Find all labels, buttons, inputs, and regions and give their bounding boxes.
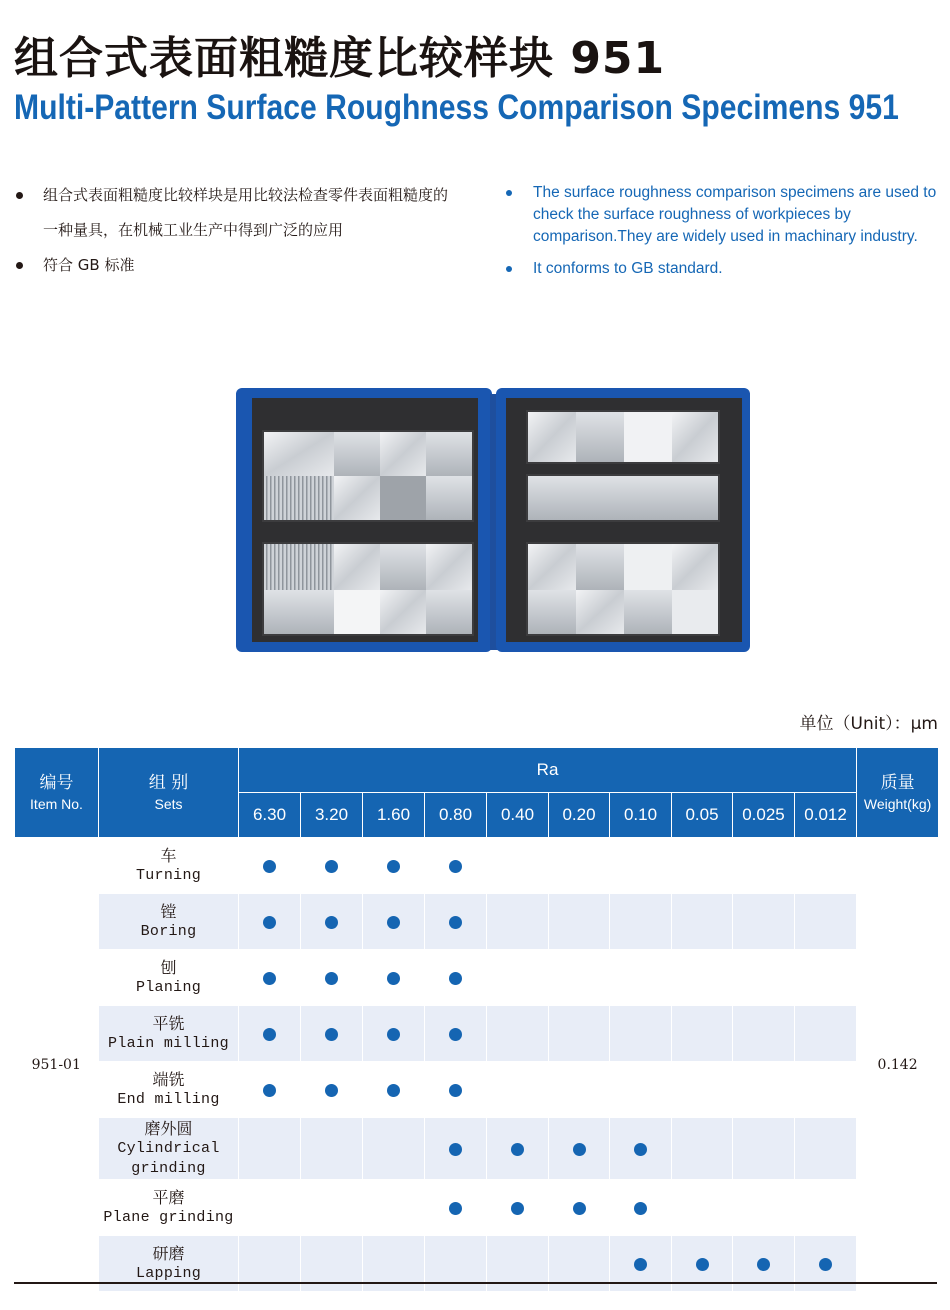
ra-cell (487, 1006, 549, 1062)
ra-cell (733, 894, 795, 950)
applicable-dot-icon (449, 972, 462, 985)
ra-cell (487, 950, 549, 1006)
header-weight (857, 748, 939, 838)
ra-cell (610, 838, 672, 894)
ra-cell (487, 838, 549, 894)
specimen-plate-right-top (526, 410, 720, 464)
specimen-plate-left-top (262, 430, 474, 522)
set-name-cn: 平磨 (152, 1188, 185, 1207)
ra-cell (487, 894, 549, 950)
set-name-cn: 平铣 (152, 1014, 185, 1033)
bottom-rule (14, 1282, 937, 1284)
set-name-cn: 磨外圆 (144, 1119, 193, 1138)
ra-cell (795, 838, 857, 894)
table-row (15, 950, 939, 1006)
ra-cell (549, 1118, 610, 1180)
header-item-no-en: Item No. (30, 795, 83, 812)
ra-cell (610, 894, 672, 950)
ra-cell (363, 950, 425, 1006)
ra-cell (239, 838, 301, 894)
ra-cell (487, 1118, 549, 1180)
applicable-dot-icon (449, 1028, 462, 1041)
applicable-dot-icon (387, 972, 400, 985)
ra-cell (733, 1180, 795, 1236)
set-name-cell (99, 1118, 239, 1180)
specimen-plate-left-bottom (262, 542, 474, 636)
ra-cell (549, 1006, 610, 1062)
set-name-cn: 镗 (160, 902, 177, 921)
applicable-dot-icon (449, 1084, 462, 1097)
applicable-dot-icon (387, 1028, 400, 1041)
ra-cell (363, 1062, 425, 1118)
applicable-dot-icon (325, 860, 338, 873)
table-row (15, 894, 939, 950)
ra-value-header: 1.60 (363, 793, 425, 838)
applicable-dot-icon (387, 916, 400, 929)
ra-cell (672, 1006, 733, 1062)
table-row (15, 838, 939, 894)
ra-cell (239, 1006, 301, 1062)
set-name-en: End milling (117, 1091, 220, 1108)
set-name-en: Cylindrical grinding (117, 1140, 220, 1177)
ra-cell (301, 838, 363, 894)
features-en (505, 182, 942, 290)
feature-cn-standard: 符合 GB 标准 (16, 248, 456, 283)
ra-cell (425, 1062, 487, 1118)
set-name-cell (99, 1180, 239, 1236)
applicable-dot-icon (325, 916, 338, 929)
product-photo (234, 386, 752, 654)
ra-cell (795, 1180, 857, 1236)
unit-label: 单位（Unit）：μm (799, 714, 938, 734)
ra-cell (363, 1006, 425, 1062)
ra-cell (301, 894, 363, 950)
item-number-cell: 951-01 (15, 838, 99, 1292)
ra-cell (363, 894, 425, 950)
ra-cell (672, 838, 733, 894)
ra-cell (363, 1180, 425, 1236)
feature-cn-usage: 组合式表面粗糙度比较样块是用比较法检查零件表面粗糙度的一种量具，在机械工业生产中得到广泛的应用 (16, 178, 456, 248)
ra-cell (425, 1118, 487, 1180)
ra-value-header: 0.05 (672, 793, 733, 838)
applicable-dot-icon (573, 1143, 586, 1156)
ra-cell (672, 1180, 733, 1236)
header-weight-cn: 质量 (880, 772, 915, 793)
applicable-dot-icon (511, 1202, 524, 1215)
ra-cell (672, 1062, 733, 1118)
set-name-en: Lapping (135, 1265, 202, 1282)
ra-value-header: 6.30 (239, 793, 301, 838)
table-row (15, 1180, 939, 1236)
ra-cell (672, 950, 733, 1006)
set-name-en: Plane grinding (103, 1209, 234, 1226)
ra-cell (239, 1062, 301, 1118)
header-weight-en: Weight(kg) (863, 795, 932, 812)
applicable-dot-icon (511, 1143, 524, 1156)
ra-cell (239, 1118, 301, 1180)
applicable-dot-icon (263, 860, 276, 873)
applicable-dot-icon (387, 1084, 400, 1097)
header-item-no-cn: 编号 (39, 772, 74, 793)
set-name-cn: 端铣 (152, 1070, 185, 1089)
ra-cell (610, 950, 672, 1006)
table-row (15, 1062, 939, 1118)
ra-cell (672, 894, 733, 950)
ra-cell (301, 1118, 363, 1180)
set-name-en: Plain milling (108, 1035, 229, 1052)
set-name-en: Turning (135, 867, 202, 884)
ra-cell (425, 950, 487, 1006)
ra-cell (487, 1180, 549, 1236)
ra-value-header: 0.10 (610, 793, 672, 838)
ra-cell (239, 894, 301, 950)
set-name-cn: 车 (160, 846, 177, 865)
table-row (15, 1118, 939, 1180)
specimen-plate-right-middle (526, 474, 720, 522)
set-name-cell (99, 950, 239, 1006)
ra-cell (301, 1180, 363, 1236)
ra-value-header: 0.20 (549, 793, 610, 838)
ra-cell (672, 1118, 733, 1180)
header-ra: Ra (239, 748, 857, 793)
table-row (15, 1006, 939, 1062)
applicable-dot-icon (263, 916, 276, 929)
ra-cell (733, 1118, 795, 1180)
ra-cell (301, 1006, 363, 1062)
features-cn (16, 178, 456, 283)
header-item-no (15, 748, 99, 838)
header-sets-en: Sets (154, 795, 183, 812)
spec-table-body (15, 838, 939, 1292)
applicable-dot-icon (449, 860, 462, 873)
applicable-dot-icon (757, 1258, 770, 1271)
spec-table (14, 747, 939, 1292)
ra-cell (549, 838, 610, 894)
ra-cell (487, 1062, 549, 1118)
ra-cell (239, 1180, 301, 1236)
ra-cell (610, 1062, 672, 1118)
page-title-cn: 组合式表面粗糙度比较样块 951 (14, 33, 666, 84)
ra-cell (733, 838, 795, 894)
applicable-dot-icon (325, 1028, 338, 1041)
ra-cell (549, 950, 610, 1006)
ra-value-header: 0.025 (733, 793, 795, 838)
applicable-dot-icon (263, 1028, 276, 1041)
set-name-cell (99, 838, 239, 894)
header-sets (99, 748, 239, 838)
ra-cell (795, 1006, 857, 1062)
ra-cell (733, 950, 795, 1006)
set-name-en: Planing (135, 979, 202, 996)
ra-value-header: 0.40 (487, 793, 549, 838)
set-name-cn: 刨 (160, 958, 177, 977)
applicable-dot-icon (449, 1202, 462, 1215)
ra-cell (425, 1180, 487, 1236)
ra-cell (239, 950, 301, 1006)
set-name-cn: 研磨 (152, 1244, 185, 1263)
applicable-dot-icon (263, 1084, 276, 1097)
set-name-cell (99, 894, 239, 950)
set-name-cell (99, 1062, 239, 1118)
applicable-dot-icon (263, 972, 276, 985)
applicable-dot-icon (634, 1143, 647, 1156)
ra-cell (549, 1062, 610, 1118)
ra-cell (549, 1180, 610, 1236)
ra-cell (363, 838, 425, 894)
ra-cell (733, 1006, 795, 1062)
ra-cell (795, 1118, 857, 1180)
applicable-dot-icon (387, 860, 400, 873)
feature-en-standard: It conforms to GB standard. (505, 258, 942, 280)
applicable-dot-icon (325, 1084, 338, 1097)
ra-value-header: 3.20 (301, 793, 363, 838)
ra-cell (610, 1180, 672, 1236)
ra-cell (733, 1062, 795, 1118)
ra-cell (301, 1062, 363, 1118)
ra-cell (425, 1006, 487, 1062)
header-sets-cn: 组 别 (148, 772, 189, 793)
specimen-plate-right-bottom (526, 542, 720, 636)
ra-cell (301, 950, 363, 1006)
applicable-dot-icon (634, 1202, 647, 1215)
ra-cell (795, 894, 857, 950)
ra-cell (425, 894, 487, 950)
applicable-dot-icon (573, 1202, 586, 1215)
applicable-dot-icon (449, 1143, 462, 1156)
ra-cell (610, 1118, 672, 1180)
ra-cell (549, 894, 610, 950)
ra-cell (425, 838, 487, 894)
applicable-dot-icon (819, 1258, 832, 1271)
ra-cell (795, 950, 857, 1006)
ra-cell (610, 1006, 672, 1062)
weight-cell: 0.142 (857, 838, 939, 1292)
set-name-en: Boring (140, 923, 197, 940)
ra-value-header: 0.012 (795, 793, 857, 838)
set-name-cell (99, 1006, 239, 1062)
applicable-dot-icon (634, 1258, 647, 1271)
ra-value-header: 0.80 (425, 793, 487, 838)
ra-cell (795, 1062, 857, 1118)
page-title-en: Multi-Pattern Surface Roughness Comparison Specimens 951 (14, 88, 899, 127)
applicable-dot-icon (449, 916, 462, 929)
ra-cell (363, 1118, 425, 1180)
feature-en-usage: The surface roughness comparison specimens are used to check the surface roughness of workpieces by comparison.They are widely used in machinary industry. (505, 182, 942, 248)
applicable-dot-icon (696, 1258, 709, 1271)
applicable-dot-icon (325, 972, 338, 985)
